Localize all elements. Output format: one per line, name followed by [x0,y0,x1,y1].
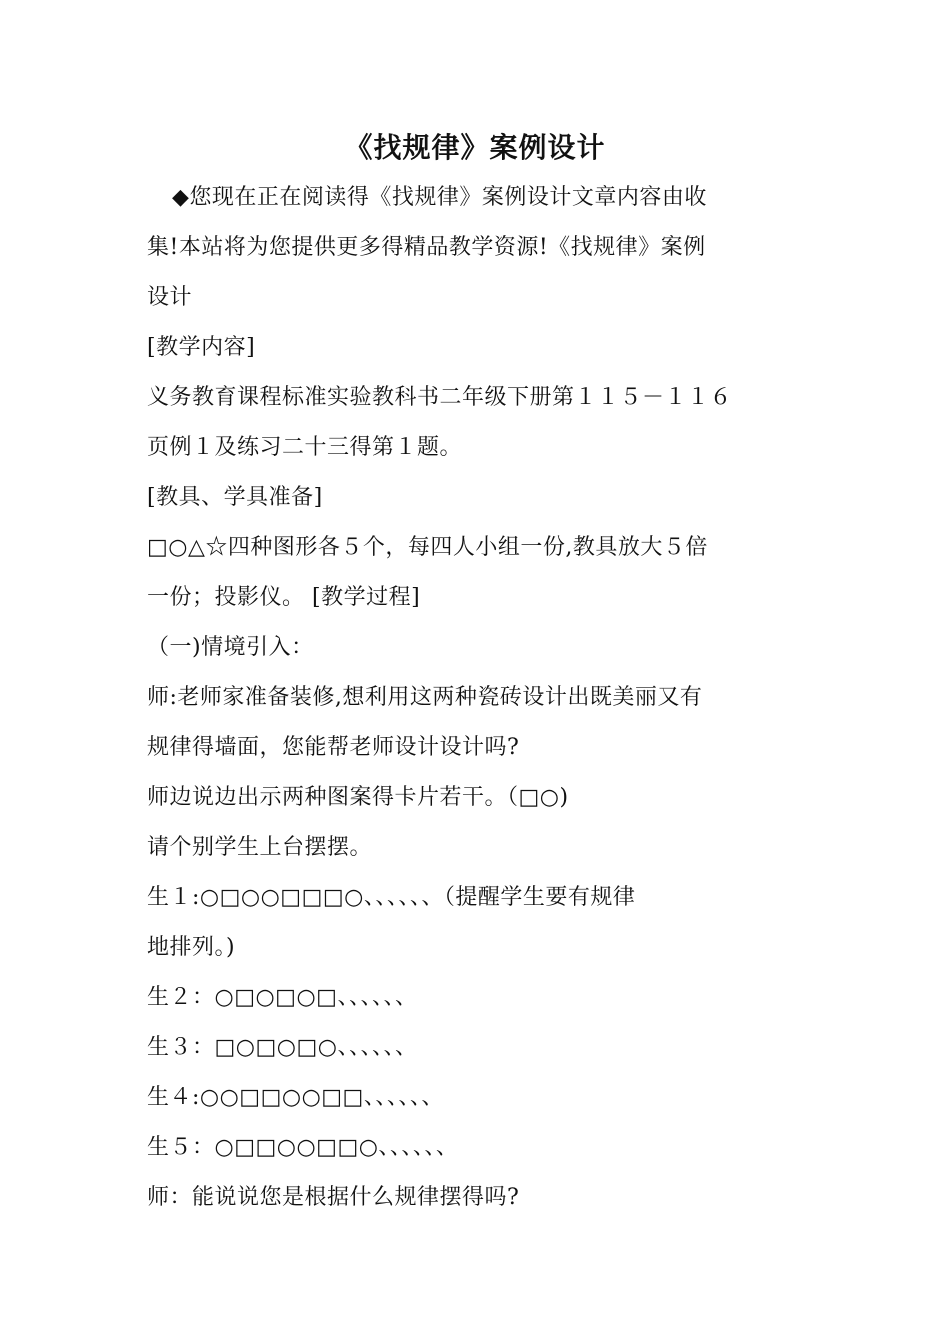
section-heading: [教学内容] [147,335,256,360]
paragraph-line: 请个别学生上台摆摆。 [147,835,373,860]
paragraph-line: 集!本站将为您提供更多得精品教学资源!《找规律》案例 [147,235,706,260]
paragraph-line: ◆您现在正在阅读得《找规律》案例设计文章内容由收 [172,185,707,210]
section-heading: [教具、学具准备] [147,485,323,510]
paragraph-line: 设计 [147,285,193,310]
paragraph-line: 生２：○□○□○□、、、、、、 [147,985,418,1010]
paragraph-line: □○△☆四种图形各５个，每四人小组一份,教具放大５倍 [147,535,708,560]
paragraph-line: 规律得墙面，您能帮老师设计设计吗? [147,735,520,760]
paragraph-line: 页例１及练习二十三得第１题。 [147,435,463,460]
section-heading: （一)情境引入： [147,635,314,660]
paragraph-line: 师：能说说您是根据什么规律摆得吗? [147,1185,520,1210]
paragraph-line: 生３：□○□○□○、、、、、、 [147,1035,418,1060]
document-title: 《找规律》案例设计 [344,131,606,164]
paragraph-line: 义务教育课程标准实验教科书二年级下册第１１５－１１６ [147,385,733,410]
paragraph-line: 地排列。) [147,935,236,960]
paragraph-line: 一份；投影仪。 [教学过程] [147,585,421,610]
paragraph-line: 师:老师家准备装修,想利用这两种瓷砖设计出既美丽又有 [147,685,703,710]
paragraph-line: 生５：○□□○○□□○、、、、、、 [147,1135,459,1160]
paragraph-line: 师边说边出示两种图案得卡片若干。（□○) [147,785,569,810]
paragraph-line: 生４:○○□□○○□□、、、、、、 [147,1085,444,1110]
paragraph-line: 生１:○□○○□□□○、、、、、、（提醒学生要有规律 [147,885,636,910]
